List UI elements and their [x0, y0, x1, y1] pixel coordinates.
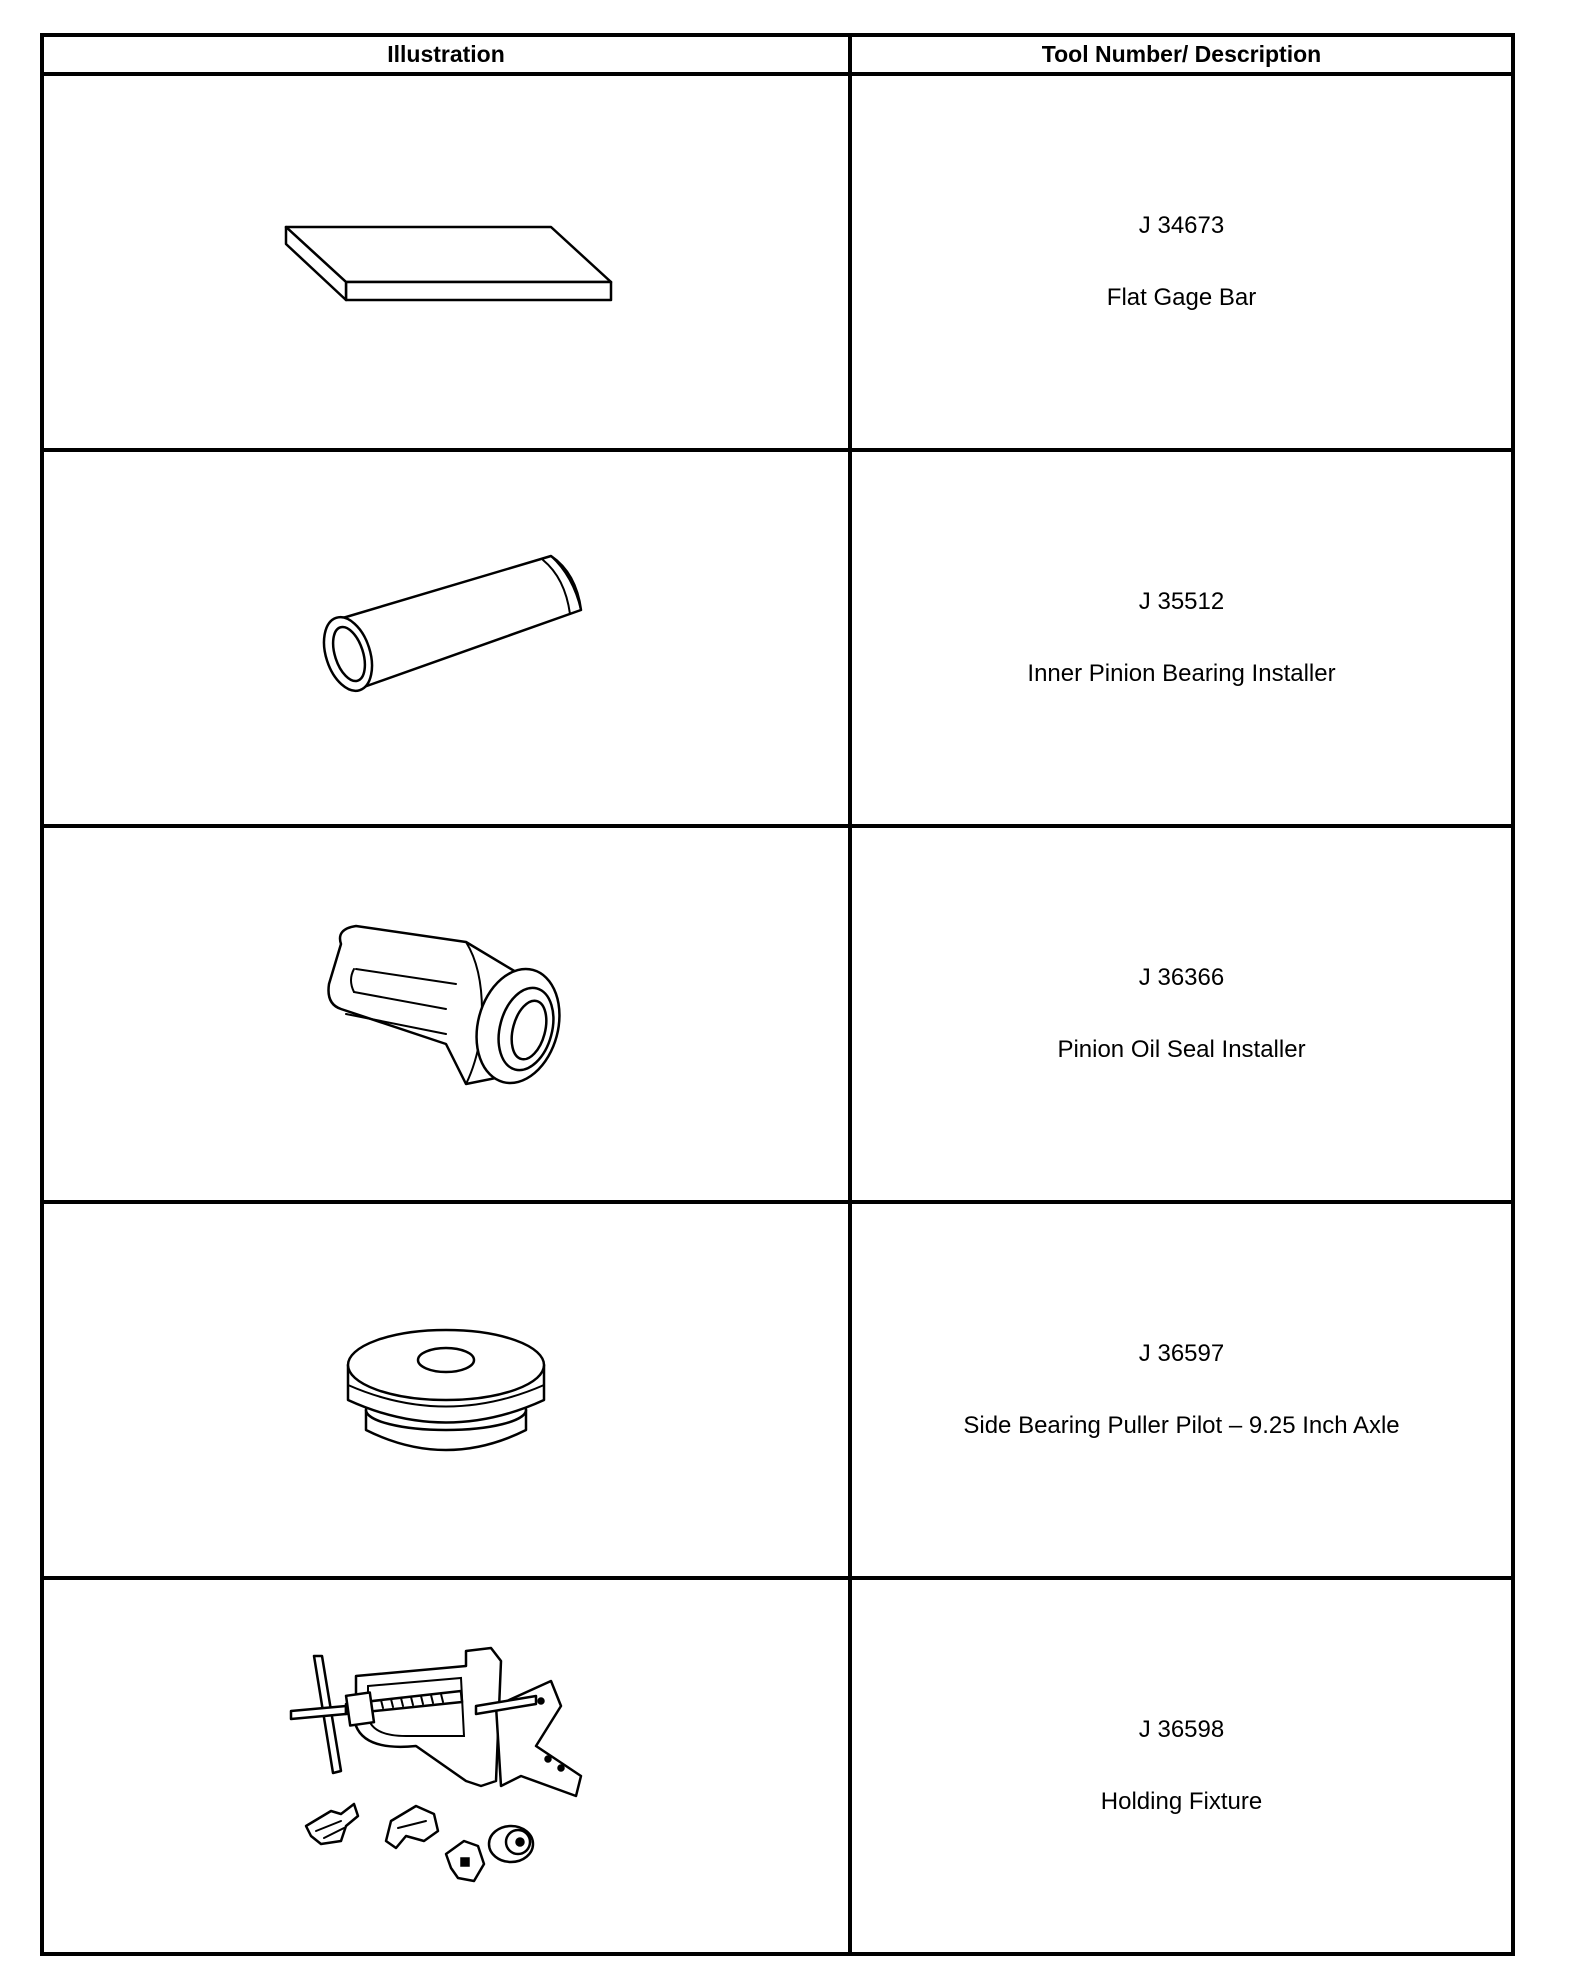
- table-row: [42, 826, 1513, 1202]
- tool-description: Side Bearing Puller Pilot – 9.25 Inch Axle: [963, 1412, 1400, 1439]
- illustration-cell: [42, 450, 850, 826]
- tool-description: Pinion Oil Seal Installer: [1057, 1036, 1306, 1063]
- tool-description: Holding Fixture: [1100, 1788, 1263, 1815]
- description-cell: [850, 826, 1513, 1202]
- illustration-cell: [42, 74, 850, 450]
- tool-number: J 34673: [1138, 212, 1225, 239]
- holding-fixture-icon: [286, 1636, 606, 1896]
- header-row: [42, 35, 1513, 74]
- flat-gage-bar-icon: [266, 207, 626, 317]
- puller-pilot-icon: [336, 1320, 556, 1460]
- description-cell: [850, 1578, 1513, 1954]
- tool-description: Inner Pinion Bearing Installer: [1027, 660, 1336, 687]
- tool-number: J 36598: [1138, 1716, 1225, 1743]
- header-tool-number-description: Tool Number/ Description: [850, 35, 1513, 74]
- illustration-cell: [42, 826, 850, 1202]
- oil-seal-installer-icon: [296, 914, 596, 1114]
- tool-number: J 35512: [1138, 588, 1225, 615]
- tool-number: J 36597: [1138, 1340, 1225, 1367]
- special-tools-table: [40, 33, 1515, 1956]
- table-row: [42, 74, 1513, 450]
- tool-number: J 36366: [1138, 964, 1225, 991]
- description-cell: [850, 450, 1513, 826]
- table-row: [42, 1578, 1513, 1954]
- description-cell: [850, 1202, 1513, 1578]
- tool-description: Flat Gage Bar: [1106, 284, 1257, 311]
- table-row: [42, 1202, 1513, 1578]
- header-illustration: Illustration: [42, 35, 850, 74]
- illustration-cell: [42, 1578, 850, 1954]
- bearing-installer-icon: [281, 548, 611, 728]
- table-row: [42, 450, 1513, 826]
- description-cell: [850, 74, 1513, 450]
- illustration-cell: [42, 1202, 850, 1578]
